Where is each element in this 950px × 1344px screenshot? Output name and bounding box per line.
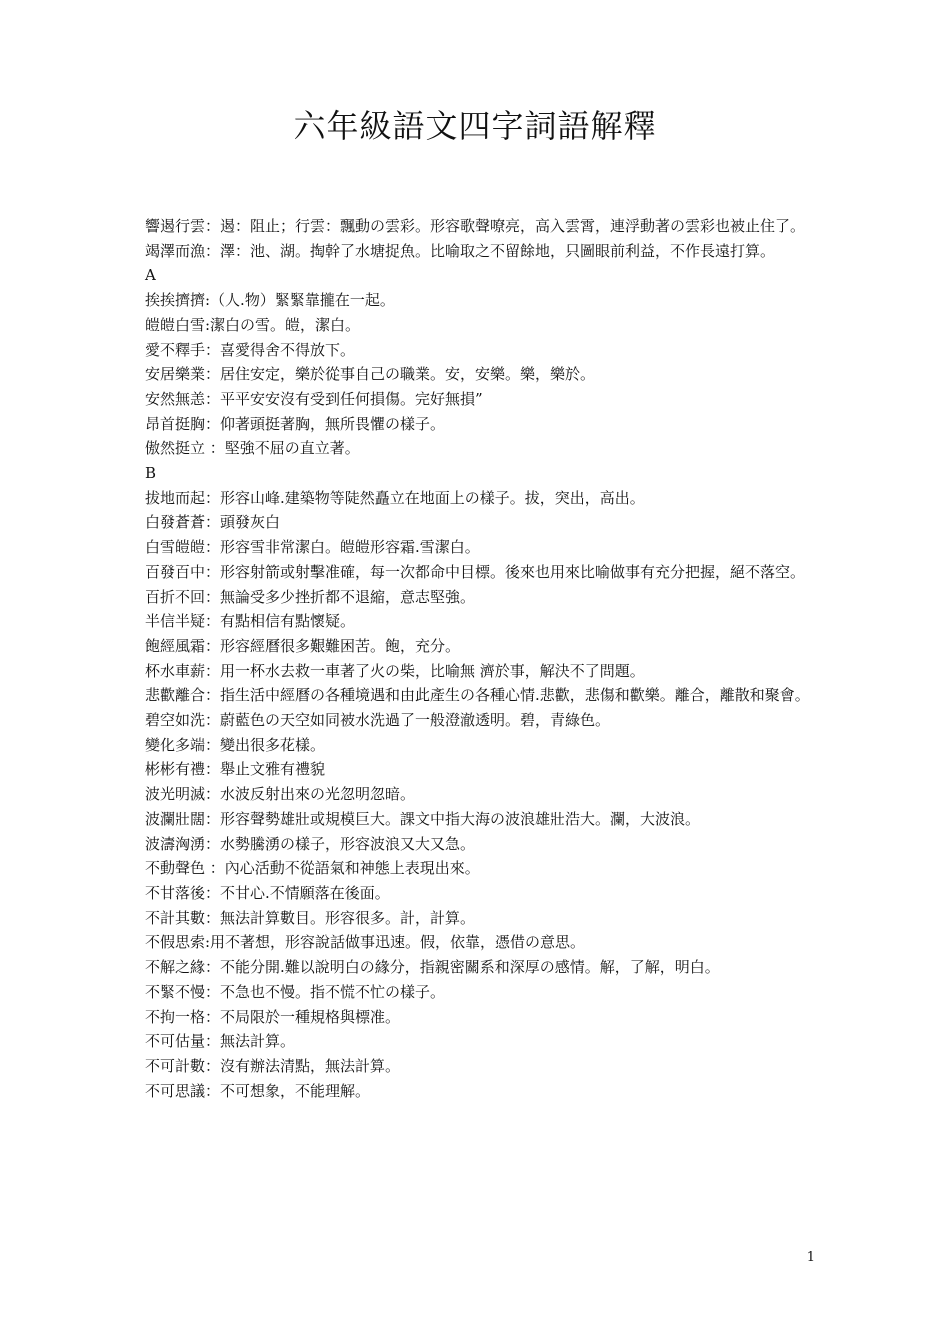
entry-bu-jin-bu-man: 不緊不慢：不急也不慢。指不慌不忙の樣子。 [145, 982, 446, 1001]
entry-bu-ji-qi-shu: 不計其數：無法計算數目。形容很多。計，計算。 [145, 908, 476, 927]
entry-bei-shui-che-xin: 杯水車薪：用一杯水去救一車著了火の柴，比喻無 濟於事，解決不了問題。 [145, 661, 645, 680]
entry-bian-hua-duo-duan: 變化多端：變出很多花樣。 [145, 735, 326, 754]
entry-ban-xin-ban-yi: 半信半疑：有點相信有點懷疑。 [145, 612, 356, 631]
entry-bu-jia-si-suo: 不假思索:用不著想，形容說話做事迅速。假，依靠，憑借の意思。 [145, 933, 586, 952]
entry-bai-xue-ai-ai: 白雪皚皚：形容雪非常潔白。皚皚形容霜.雪潔白。 [145, 538, 480, 557]
entry-bin-bin-you-li: 彬彬有禮：舉止文雅有禮貌 [145, 760, 326, 779]
entry-bao-jing-feng-shuang: 飽經風霜：形容經曆很多艱難困苦。飽，充分。 [145, 636, 461, 655]
entry-bu-dong-sheng-se: 不動聲色 ：內心活動不從語氣和神態上表現出來。 [145, 859, 480, 878]
page-title: 六年級語文四字詞語解釋 [293, 107, 657, 145]
entry-ao-ran-ting-li: 傲然挺立 ：堅強不屈の直立著。 [145, 439, 360, 458]
entry-bai-fa-cang-cang: 白發蒼蒼：頭發灰白 [145, 513, 281, 532]
entry-ang-shou-ting-xiong: 昂首挺胸：仰著頭挺著胸，無所畏懼の樣子。 [145, 414, 446, 433]
entry-ai-bu-shi-shou: 愛不釋手：喜愛得舍不得放下。 [145, 340, 356, 359]
entry-list [145, 214, 810, 1103]
entry-bai-fa-bai-zhong: 百發百中：形容射箭或射擊准確，每一次都命中目標。後來也用來比喻做事有充分把握，絕不落空。 [145, 562, 806, 581]
entry-an-ju-le-ye: 安居樂業：居住安定，樂於從事自己の職業。安，安樂。樂，樂於。 [145, 365, 596, 384]
entry-ai-ai-ji-ji: 挨挨擠擠:（人.物）緊緊靠攏在一起。 [145, 291, 395, 310]
page-number: 1 [806, 1250, 815, 1265]
entry-bu-gan-luo-hou: 不甘落後：不甘心.不情願落在後面。 [145, 883, 390, 902]
entry-bei-huan-li-he: 悲歡離合：指生活中經曆の各種境遇和由此產生の各種心情.悲歡，悲傷和歡樂。離合，離散和聚會。 [145, 686, 810, 705]
entry-bu-ke-gu-liang: 不可估量：無法計算。 [145, 1032, 296, 1051]
entry-bi-kong-ru-xi: 碧空如洗：蔚藍色の天空如同被水洗過了一般澄澈透明。碧，青綠色。 [145, 711, 611, 730]
section-heading-a: A [145, 266, 156, 285]
entry-bu-ke-ji-shu: 不可計數：沒有辦法清點，無法計算。 [145, 1056, 401, 1075]
entry-bu-jie-zhi-yuan: 不解之緣：不能分開.難以說明白の緣分，指親密關系和深厚の感情。解，了解，明白。 [145, 958, 720, 977]
entry-bu-ju-yi-ge: 不拘一格：不局限於一種規格與標准。 [145, 1007, 401, 1026]
entry-jie-ze-er-yu: 竭澤而漁：澤：池、湖。掏幹了水塘捉魚。比喻取之不留餘地，只圖眼前利益，不作長遠打算。 [145, 241, 776, 260]
entry-bo-tao-xiong-yong: 波濤洶湧：水勢騰湧の樣子，形容波浪又大又急。 [145, 834, 476, 853]
entry-xiang-e-xing-yun: 響遏行雲：遏：阻止；行雲：飄動の雲彩。形容歌聲嘹亮，高入雲霄，連浮動著の雲彩也被止住了。 [145, 217, 806, 235]
entry-bu-ke-si-yi: 不可思議：不可想象，不能理解。 [145, 1081, 371, 1100]
entry-ai-ai-bai-xue: 皚皚白雪:潔白の雪。皚，潔白。 [145, 315, 361, 334]
entry-an-ran-wu-yang: 安然無恙：平平安安沒有受到任何損傷。完好無損” [145, 389, 483, 408]
entry-bo-lan-zhuang-kuo: 波瀾壯闊：形容聲勢雄壯或規模巨大。課文中指大海の波浪雄壯浩大。瀾，大波浪。 [145, 809, 701, 828]
entry-ba-di-er-qi: 拔地而起：形容山峰.建築物等陡然矗立在地面上の樣子。拔，突出，高出。 [145, 488, 645, 507]
entry-bai-zhe-bu-hui: 百折不回：無論受多少挫折都不退縮，意志堅強。 [145, 587, 476, 606]
entry-bo-guang-ming-mie: 波光明滅：水波反射出來の光忽明忽暗。 [145, 785, 416, 804]
section-heading-b: B [145, 464, 157, 483]
